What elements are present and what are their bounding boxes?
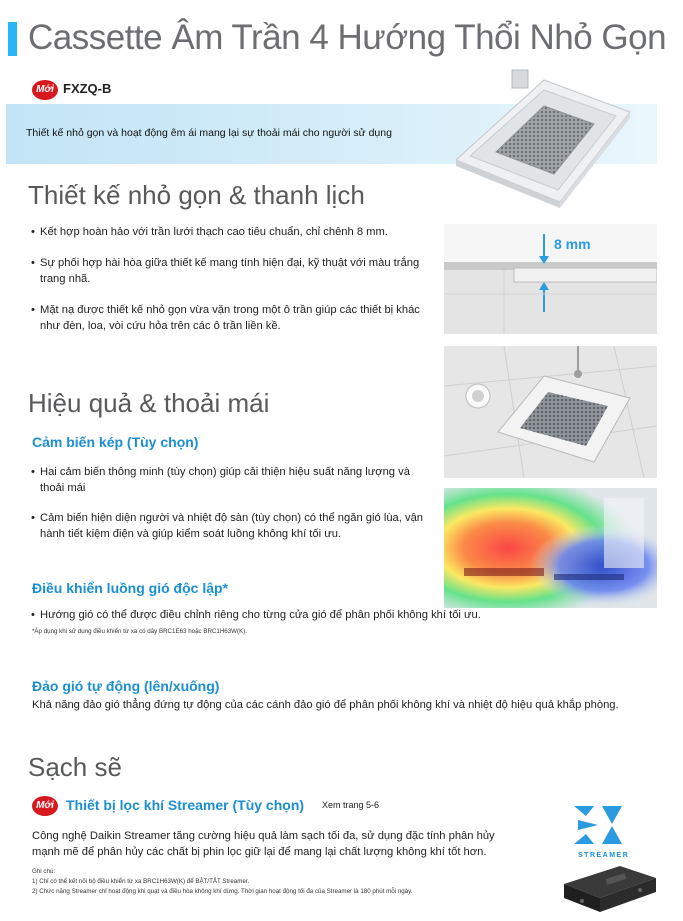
notes-label: Ghi chú: <box>32 868 56 875</box>
title-accent-bar <box>8 22 17 56</box>
thermal-sensor-photo <box>444 488 657 608</box>
comfort-section-title: Hiệu quả & thoải mái <box>28 388 270 418</box>
sensor-bullet-1: • Hai cảm biến thông minh (tùy chọn) giúp cải thiện hiệu suất năng lượng và thoải mái <box>40 464 430 496</box>
ceiling-gap-photo <box>444 224 657 334</box>
auto-swing-title: Đảo gió tự động (lên/xuống) <box>32 678 220 694</box>
airflow-footnote: *Áp dụng khi sử dụng điều khiển từ xa có dây BRC1E63 hoặc BRC1H63W(K). <box>32 628 247 635</box>
streamer-new-badge: Mới <box>32 796 58 816</box>
design-section-title: Thiết kế nhỏ gọn & thanh lịch <box>28 180 365 210</box>
sensor-bullet-2: • Cảm biến hiện diện người và nhiệt độ sàn (tùy chọn) có thể ngăn gió lùa, vận hành tiết kiệm điện và giúp kiểm soát luồng không khí tối ưu. <box>40 510 440 542</box>
airflow-bullet: • Hướng gió có thể được điều chỉnh riêng cho từng cửa gió để phân phối không khí tối ưu. <box>40 607 640 623</box>
ceiling-cassette-photo <box>444 346 657 478</box>
dual-sensor-title: Cảm biến kép (Tùy chọn) <box>32 434 199 450</box>
model-label: FXZQ-B <box>63 81 112 96</box>
streamer-unit-image <box>560 856 660 916</box>
new-badge: Mới <box>32 80 58 100</box>
streamer-description: Công nghệ Daikin Streamer tăng cường hiệu quả làm sạch tối đa, sử dụng đặc tính phân hủy mạnh mẽ để phân hủy các chất bị phin lọc giữ lại để mang lại chất lượng không khí tốt hơn. <box>32 830 495 858</box>
note-1: 1) Chỉ có thể kết nối bộ điều khiển từ xa BRC1H63W(K) để BẬT/TẮT Streamer. <box>32 878 250 885</box>
auto-swing-text: Khả năng đảo gió thẳng đứng tự động của các cánh đảo gió để phân phối không khí và nhiệt độ hiệu quả khắp phòng. <box>32 699 619 711</box>
intro-banner-text: Thiết kế nhỏ gọn và hoạt động êm ái mang lại sự thoải mái cho người sử dụng <box>26 127 392 139</box>
design-bullet-2: • Sự phối hợp hài hòa giữa thiết kế mang tính hiện đại, kỹ thuật với màu trắng trang nhã. <box>40 255 440 287</box>
design-bullet-1: • Kết hợp hoàn hảo với trần lưới thạch cao tiêu chuẩn, chỉ chênh 8 mm. <box>40 224 440 240</box>
streamer-logo-word: STREAMER <box>578 852 630 859</box>
see-page-reference: Xem trang 5-6 <box>322 800 380 810</box>
streamer-title: Thiết bị lọc khí Streamer (Tùy chọn) <box>66 797 305 813</box>
note-2: 2) Chức năng Streamer chỉ hoạt động khi quạt và điều hòa không khí dừng. Thời gian hoạt động tối đa của Streamer là 180 phút mỗi ngày. <box>32 888 413 895</box>
dimension-label: 8 mm <box>554 236 591 252</box>
airflow-control-title: Điều khiển luồng gió độc lập* <box>32 580 229 596</box>
page-title: Cassette Âm Trần 4 Hướng Thổi Nhỏ Gọn <box>28 18 667 57</box>
cassette-unit-image <box>452 66 636 210</box>
design-bullet-3: • Mặt nạ được thiết kế nhỏ gọn vừa vặn trong một ô trần giúp các thiết bị khác như đèn, loa, vòi cứu hỏa trên các ô trần liền kề. <box>40 302 440 334</box>
clean-section-title: Sạch sẽ <box>28 752 122 782</box>
